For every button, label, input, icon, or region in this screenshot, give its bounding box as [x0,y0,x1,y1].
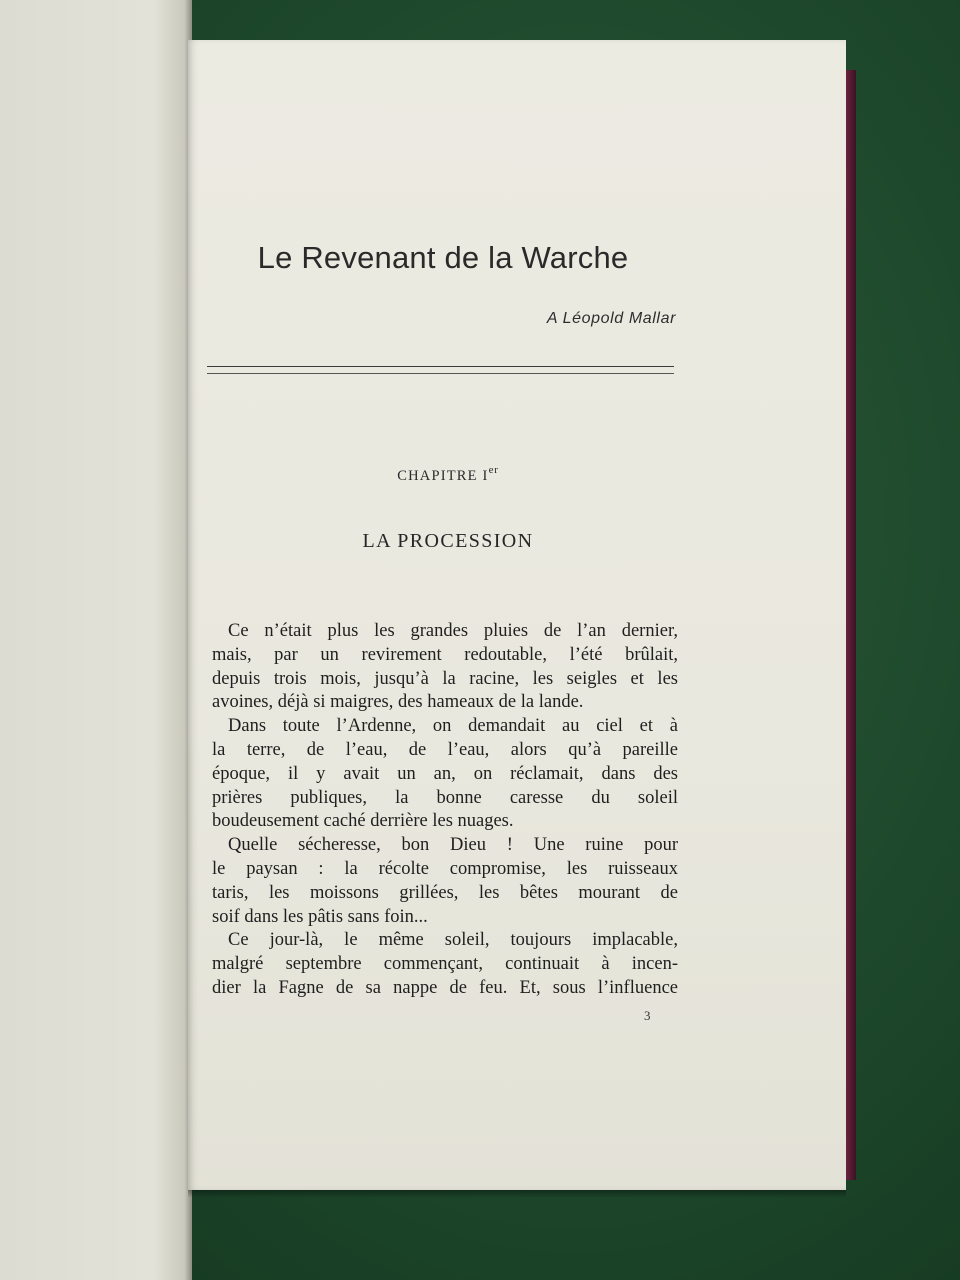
text-line: Quelle sécheresse, bon Dieu ! Une ruine pour [228,835,678,856]
body-text [212,620,678,1001]
dedication: A Léopold Mallar [546,310,676,327]
text-line: taris, les moissons grillées, les bêtes mourant de [212,882,678,903]
text-line: époque, il y avait un an, on réclamait, dans des [212,763,678,784]
text-line: la terre, de l’eau, de l’eau, alors qu’à pareille [212,739,678,760]
page-shadow [188,1190,846,1198]
text-line: soif dans les pâtis sans foin... [212,906,428,927]
text-line: mais, par un revirement redoutable, l’été brûlait, [212,644,678,665]
text-line: le paysan : la récolte compromise, les ruisseaux [212,858,678,879]
left-page [0,0,192,1280]
double-rule-divider [207,366,674,374]
text-line: avoines, déjà si maigres, des hameaux de la lande. [212,692,584,713]
text-line: malgré septembre commençant, continuait à incen- [212,954,678,975]
right-page [188,40,846,1190]
section-title: LA PROCESSION [362,530,534,552]
chapter-heading [188,464,708,485]
chapter-superscript: er [488,464,499,476]
text-line: dier la Fagne de sa nappe de feu. Et, sous l’influence [212,977,678,998]
text-line: depuis trois mois, jusqu’à la racine, les seigles et les [212,668,678,689]
text-line: boudeusement caché derrière les nuages. [212,811,514,832]
chapter-label: CHAPITRE I [397,468,489,484]
text-line: prières publiques, la bonne caresse du soleil [212,787,678,808]
text-line: Dans toute l’Ardenne, on demandait au ciel et à [228,716,678,737]
book-title: Le Revenant de la Warche [257,240,629,275]
page-number: 3 [644,1008,651,1023]
text-line: Ce n’était plus les grandes pluies de l’an dernier, [228,621,678,641]
text-line: Ce jour-là, le même soleil, toujours implacable, [228,930,678,951]
